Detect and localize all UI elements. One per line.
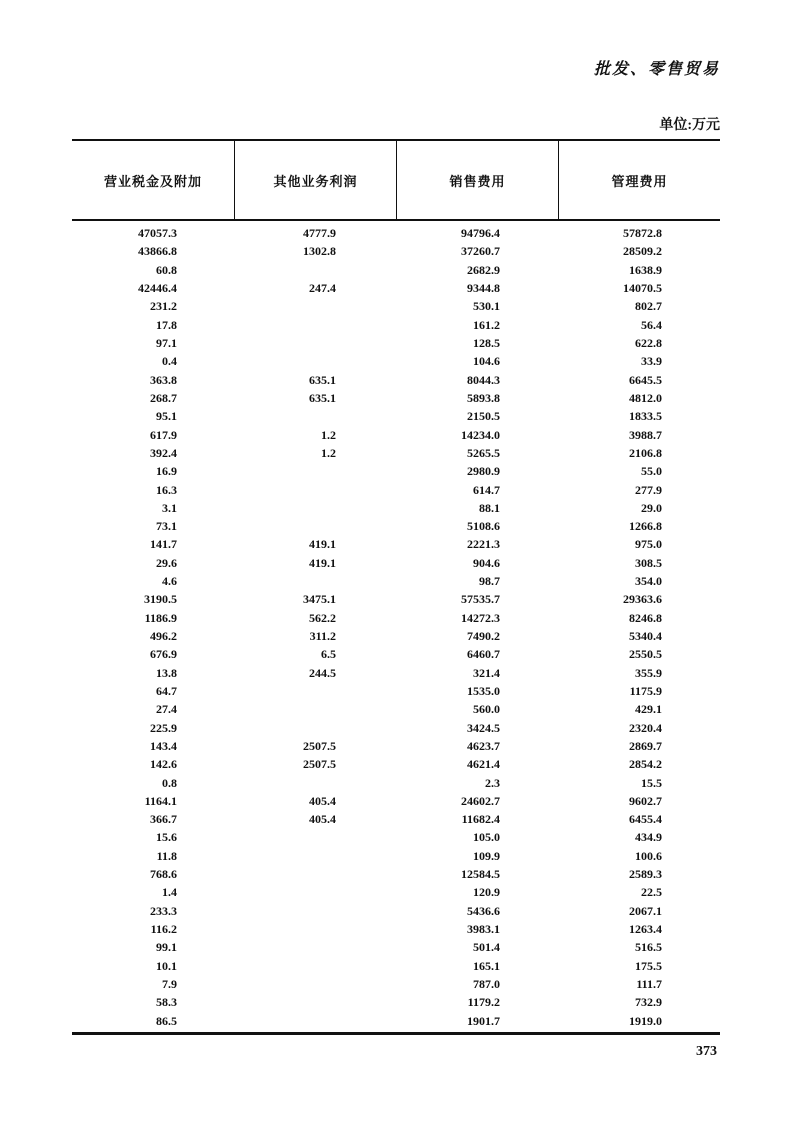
cell: 104.6 xyxy=(473,354,500,369)
cell: 105.0 xyxy=(473,830,500,845)
cell: 363.8 xyxy=(150,372,177,387)
cell: 142.6 xyxy=(150,757,177,772)
table-row xyxy=(72,920,720,938)
cell: 8246.8 xyxy=(629,610,662,625)
cell: 1.2 xyxy=(321,445,336,460)
table-row xyxy=(72,297,720,315)
cell: 2550.5 xyxy=(629,647,662,662)
cell: 277.9 xyxy=(635,482,662,497)
cell: 3190.5 xyxy=(144,592,177,607)
cell: 429.1 xyxy=(635,702,662,717)
cell: 419.1 xyxy=(309,537,336,552)
table-row xyxy=(72,828,720,846)
table-row xyxy=(72,645,720,663)
cell: 1.4 xyxy=(162,885,177,900)
cell: 165.1 xyxy=(473,958,500,973)
cell: 366.7 xyxy=(150,812,177,827)
cell: 88.1 xyxy=(479,500,500,515)
cell: 614.7 xyxy=(473,482,500,497)
table-row xyxy=(72,755,720,773)
cell: 73.1 xyxy=(156,519,177,534)
table-row xyxy=(72,664,720,682)
cell: 225.9 xyxy=(150,720,177,735)
cell: 2869.7 xyxy=(629,738,662,753)
cell: 86.5 xyxy=(156,1013,177,1028)
cell: 4.6 xyxy=(162,574,177,589)
cell: 3475.1 xyxy=(303,592,336,607)
cell: 247.4 xyxy=(309,281,336,296)
cell: 2221.3 xyxy=(467,537,500,552)
cell: 11.8 xyxy=(156,848,177,863)
table-row xyxy=(72,810,720,828)
cell: 97.1 xyxy=(156,336,177,351)
cell: 1901.7 xyxy=(467,1013,500,1028)
cell: 496.2 xyxy=(150,629,177,644)
cell: 0.4 xyxy=(162,354,177,369)
cell: 321.4 xyxy=(473,665,500,680)
cell: 975.0 xyxy=(635,537,662,552)
cell: 9602.7 xyxy=(629,793,662,808)
table-row xyxy=(72,261,720,279)
cell: 94796.4 xyxy=(461,226,500,241)
cell: 2067.1 xyxy=(629,903,662,918)
table-row xyxy=(72,902,720,920)
table-row xyxy=(72,975,720,993)
table-row xyxy=(72,609,720,627)
cell: 2.3 xyxy=(485,775,500,790)
cell: 635.1 xyxy=(309,372,336,387)
cell: 57535.7 xyxy=(461,592,500,607)
cell: 58.3 xyxy=(156,995,177,1010)
cell: 354.0 xyxy=(635,574,662,589)
cell: 29.0 xyxy=(641,500,662,515)
cell: 392.4 xyxy=(150,445,177,460)
cell: 405.4 xyxy=(309,793,336,808)
cell: 109.9 xyxy=(473,848,500,863)
cell: 11682.4 xyxy=(461,812,500,827)
cell: 4621.4 xyxy=(467,757,500,772)
table-row xyxy=(72,334,720,352)
table-body xyxy=(72,221,720,1035)
cell: 29363.6 xyxy=(623,592,662,607)
table-row xyxy=(72,993,720,1011)
table-row xyxy=(72,792,720,810)
statistics-table xyxy=(72,139,720,1035)
section-title: 批发、零售贸易 xyxy=(593,61,720,78)
cell: 27.4 xyxy=(156,702,177,717)
cell: 6460.7 xyxy=(467,647,500,662)
cell: 47057.3 xyxy=(138,226,177,241)
table-row xyxy=(72,682,720,700)
table-row xyxy=(72,700,720,718)
cell: 2854.2 xyxy=(629,757,662,772)
table-row xyxy=(72,352,720,370)
cell: 1263.4 xyxy=(629,922,662,937)
cell: 676.9 xyxy=(150,647,177,662)
cell: 530.1 xyxy=(473,299,500,314)
column-header-business-tax: 营业税金及附加 xyxy=(103,173,202,189)
cell: 6645.5 xyxy=(629,372,662,387)
table-row xyxy=(72,407,720,425)
cell: 99.1 xyxy=(156,940,177,955)
cell: 175.5 xyxy=(635,958,662,973)
table-row xyxy=(72,773,720,791)
cell: 1.2 xyxy=(321,427,336,442)
table-row xyxy=(72,1011,720,1029)
cell: 24602.7 xyxy=(461,793,500,808)
column-header-other-business-profit: 其他业务利润 xyxy=(234,141,396,219)
cell: 6455.4 xyxy=(629,812,662,827)
cell: 1164.1 xyxy=(144,793,177,808)
table-row xyxy=(72,572,720,590)
cell: 2507.5 xyxy=(303,757,336,772)
cell: 2980.9 xyxy=(467,464,500,479)
cell: 14234.0 xyxy=(461,427,500,442)
cell: 355.9 xyxy=(635,665,662,680)
cell: 1638.9 xyxy=(629,262,662,277)
cell: 2106.8 xyxy=(629,445,662,460)
cell: 37260.7 xyxy=(461,244,500,259)
cell: 732.9 xyxy=(635,995,662,1010)
table-row xyxy=(72,425,720,443)
cell: 2589.3 xyxy=(629,867,662,882)
cell: 1833.5 xyxy=(629,409,662,424)
cell: 7490.2 xyxy=(467,629,500,644)
table-row xyxy=(72,737,720,755)
cell: 28509.2 xyxy=(623,244,662,259)
cell: 1535.0 xyxy=(467,683,500,698)
cell: 55.0 xyxy=(641,464,662,479)
table-row xyxy=(72,444,720,462)
cell: 5108.6 xyxy=(467,519,500,534)
table-row xyxy=(72,865,720,883)
cell: 1266.8 xyxy=(629,519,662,534)
cell: 4777.9 xyxy=(303,226,336,241)
cell: 116.2 xyxy=(150,922,177,937)
cell: 10.1 xyxy=(156,958,177,973)
cell: 1179.2 xyxy=(467,995,500,1010)
unit-label: 单位:万元 xyxy=(659,118,720,133)
cell: 13.8 xyxy=(156,665,177,680)
table-row xyxy=(72,847,720,865)
cell: 308.5 xyxy=(635,555,662,570)
page-number: 373 xyxy=(696,1044,717,1059)
cell: 501.4 xyxy=(473,940,500,955)
cell: 419.1 xyxy=(309,555,336,570)
table-row xyxy=(72,883,720,901)
cell: 16.3 xyxy=(156,482,177,497)
column-header-selling-expenses: 销售费用 xyxy=(396,141,558,219)
table-row xyxy=(72,535,720,553)
cell: 244.5 xyxy=(309,665,336,680)
cell: 6.5 xyxy=(321,647,336,662)
cell: 768.6 xyxy=(150,867,177,882)
cell: 516.5 xyxy=(635,940,662,955)
cell: 4812.0 xyxy=(629,390,662,405)
cell: 33.9 xyxy=(641,354,662,369)
cell: 635.1 xyxy=(309,390,336,405)
cell: 100.6 xyxy=(635,848,662,863)
cell: 143.4 xyxy=(150,738,177,753)
table-row xyxy=(72,480,720,498)
cell: 5340.4 xyxy=(629,629,662,644)
table-row xyxy=(72,554,720,572)
cell: 787.0 xyxy=(473,976,500,991)
cell: 95.1 xyxy=(156,409,177,424)
table-row xyxy=(72,590,720,608)
cell: 2320.4 xyxy=(629,720,662,735)
cell: 231.2 xyxy=(150,299,177,314)
cell: 98.7 xyxy=(479,574,500,589)
cell: 56.4 xyxy=(641,317,662,332)
cell: 120.9 xyxy=(473,885,500,900)
cell: 14272.3 xyxy=(461,610,500,625)
cell: 1175.9 xyxy=(629,683,662,698)
cell: 57872.8 xyxy=(623,226,662,241)
cell: 1919.0 xyxy=(629,1013,662,1028)
column-header-admin-expenses: 管理费用 xyxy=(558,141,720,219)
cell: 3988.7 xyxy=(629,427,662,442)
table-row xyxy=(72,499,720,517)
cell: 60.8 xyxy=(156,262,177,277)
cell: 7.9 xyxy=(162,976,177,991)
cell: 0.8 xyxy=(162,775,177,790)
cell: 9344.8 xyxy=(467,281,500,296)
cell: 802.7 xyxy=(635,299,662,314)
table-header-row xyxy=(72,139,720,221)
cell: 14070.5 xyxy=(623,281,662,296)
cell: 128.5 xyxy=(473,336,500,351)
cell: 233.3 xyxy=(150,903,177,918)
cell: 562.2 xyxy=(309,610,336,625)
table-row xyxy=(72,242,720,260)
cell: 42446.4 xyxy=(138,281,177,296)
table-row xyxy=(72,957,720,975)
cell: 111.7 xyxy=(636,976,662,991)
cell: 5265.5 xyxy=(467,445,500,460)
cell: 17.8 xyxy=(156,317,177,332)
table-row xyxy=(72,462,720,480)
table-row xyxy=(72,627,720,645)
cell: 3.1 xyxy=(162,500,177,515)
cell: 5893.8 xyxy=(467,390,500,405)
cell: 3983.1 xyxy=(467,922,500,937)
cell: 2150.5 xyxy=(467,409,500,424)
cell: 161.2 xyxy=(473,317,500,332)
table-row xyxy=(72,517,720,535)
cell: 904.6 xyxy=(473,555,500,570)
cell: 15.5 xyxy=(641,775,662,790)
table-row xyxy=(72,389,720,407)
cell: 1302.8 xyxy=(303,244,336,259)
table-row xyxy=(72,224,720,242)
cell: 12584.5 xyxy=(461,867,500,882)
cell: 4623.7 xyxy=(467,738,500,753)
table-row xyxy=(72,371,720,389)
cell: 1186.9 xyxy=(144,610,177,625)
table-row xyxy=(72,279,720,297)
table-row xyxy=(72,938,720,956)
cell: 15.6 xyxy=(156,830,177,845)
cell: 5436.6 xyxy=(467,903,500,918)
cell: 560.0 xyxy=(473,702,500,717)
cell: 22.5 xyxy=(641,885,662,900)
cell: 622.8 xyxy=(635,336,662,351)
cell: 43866.8 xyxy=(138,244,177,259)
table-row xyxy=(72,316,720,334)
cell: 405.4 xyxy=(309,812,336,827)
cell: 434.9 xyxy=(635,830,662,845)
cell: 29.6 xyxy=(156,555,177,570)
cell: 268.7 xyxy=(150,390,177,405)
cell: 64.7 xyxy=(156,683,177,698)
cell: 16.9 xyxy=(156,464,177,479)
cell: 2507.5 xyxy=(303,738,336,753)
cell: 617.9 xyxy=(150,427,177,442)
cell: 8044.3 xyxy=(467,372,500,387)
cell: 2682.9 xyxy=(467,262,500,277)
cell: 3424.5 xyxy=(467,720,500,735)
cell: 311.2 xyxy=(309,629,336,644)
cell: 141.7 xyxy=(150,537,177,552)
table-row xyxy=(72,718,720,736)
